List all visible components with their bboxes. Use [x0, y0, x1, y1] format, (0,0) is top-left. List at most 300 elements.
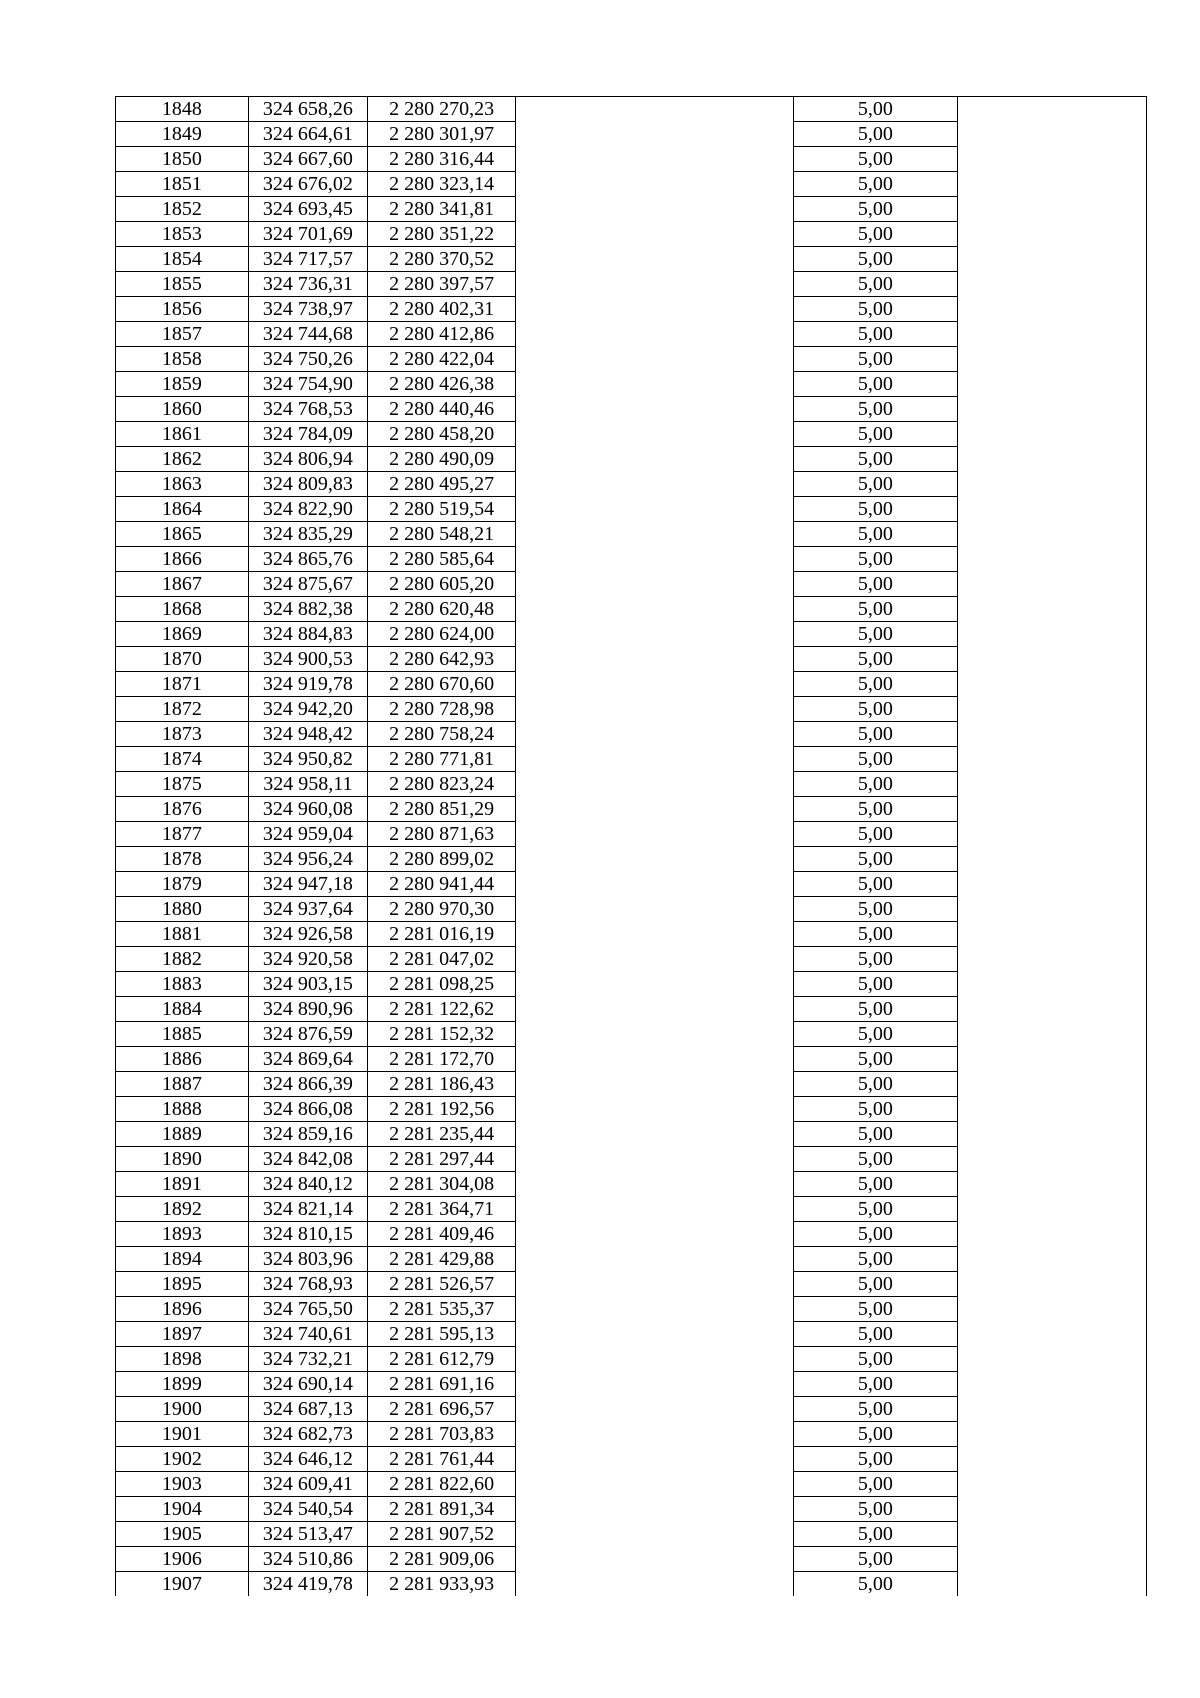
point-number-cell: 1888: [116, 1097, 249, 1122]
empty-cell: [516, 397, 794, 422]
point-number-cell: 1894: [116, 1247, 249, 1272]
distance-cell: 5,00: [794, 897, 958, 922]
empty-cell: [516, 1222, 794, 1247]
distance-cell: 5,00: [794, 122, 958, 147]
x-coordinate-cell: 324 768,53: [248, 397, 367, 422]
point-number-cell: 1886: [116, 1047, 249, 1072]
point-number-cell: 1859: [116, 372, 249, 397]
empty-cell: [957, 622, 1146, 647]
empty-cell: [516, 1047, 794, 1072]
distance-cell: 5,00: [794, 347, 958, 372]
y-coordinate-cell: 2 281 691,16: [368, 1372, 516, 1397]
point-number-cell: 1907: [161, 1573, 202, 1595]
x-coordinate-cell: 324 513,47: [248, 1522, 367, 1547]
x-coordinate-cell: 324 693,45: [248, 197, 367, 222]
point-number-cell: 1896: [116, 1297, 249, 1322]
empty-cell: [516, 947, 794, 972]
x-coordinate-cell: 324 667,60: [248, 147, 367, 172]
empty-cell: [516, 1397, 794, 1422]
table-row: [116, 947, 1147, 972]
table-row: [116, 1322, 1147, 1347]
empty-cell: [516, 1422, 794, 1447]
distance-cell: 5,00: [794, 922, 958, 947]
y-coordinate-cell: 2 281 235,44: [368, 1122, 516, 1147]
x-coordinate-cell: 324 717,57: [248, 247, 367, 272]
point-number-cell: 1852: [116, 197, 249, 222]
table-row: [116, 722, 1147, 747]
y-coordinate-cell: 2 280 642,93: [368, 647, 516, 672]
x-coordinate-cell: 324 744,68: [248, 322, 367, 347]
point-number-cell: 1895: [116, 1272, 249, 1297]
point-number-cell: 1892: [116, 1197, 249, 1222]
empty-cell: [957, 1447, 1146, 1472]
distance-cell: 5,00: [794, 947, 958, 972]
empty-cell: [516, 122, 794, 147]
table-row: [116, 1397, 1147, 1422]
point-number-cell: 1868: [116, 597, 249, 622]
table-row: [116, 422, 1147, 447]
distance-cell: 5,00: [794, 97, 958, 122]
point-number-cell: 1861: [116, 422, 249, 447]
table-row: [116, 1247, 1147, 1272]
empty-cell: [957, 822, 1146, 847]
empty-cell: [957, 247, 1146, 272]
x-coordinate-cell: 324 875,67: [248, 572, 367, 597]
distance-cell: 5,00: [794, 547, 958, 572]
y-coordinate-cell: 2 280 397,57: [368, 272, 516, 297]
empty-cell: [516, 1172, 794, 1197]
x-coordinate-cell: 324 919,78: [248, 672, 367, 697]
empty-cell: [516, 647, 794, 672]
table-row: [116, 247, 1147, 272]
point-number-cell: 1883: [116, 972, 249, 997]
distance-cell: 5,00: [794, 297, 958, 322]
y-coordinate-cell: 2 281 822,60: [368, 1472, 516, 1497]
distance-cell: 5,00: [794, 1347, 958, 1372]
empty-cell: [516, 1072, 794, 1097]
x-coordinate-cell: 324 809,83: [248, 472, 367, 497]
distance-cell: 5,00: [794, 672, 958, 697]
distance-cell: 5,00: [794, 247, 958, 272]
empty-cell: [957, 922, 1146, 947]
table-row: [116, 797, 1147, 822]
table-body: [116, 97, 1147, 1597]
distance-cell: 5,00: [794, 597, 958, 622]
x-coordinate-cell: 324 750,26: [248, 347, 367, 372]
table-row: [116, 222, 1147, 247]
empty-cell: [516, 97, 794, 122]
empty-cell: [516, 622, 794, 647]
y-coordinate-cell: 2 281 703,83: [368, 1422, 516, 1447]
point-number-cell: 1884: [116, 997, 249, 1022]
y-coordinate-cell: 2 280 941,44: [368, 872, 516, 897]
point-number-cell: 1871: [116, 672, 249, 697]
x-coordinate-cell: 324 866,08: [248, 1097, 367, 1122]
point-number-cell: 1855: [116, 272, 249, 297]
empty-cell: [516, 222, 794, 247]
x-coordinate-cell: 324 701,69: [248, 222, 367, 247]
distance-cell: 5,00: [794, 847, 958, 872]
empty-cell: [957, 1022, 1146, 1047]
point-number-cell: 1887: [116, 1072, 249, 1097]
distance-cell: 5,00: [794, 472, 958, 497]
x-coordinate-cell: 324 950,82: [248, 747, 367, 772]
x-coordinate-cell: 324 926,58: [248, 922, 367, 947]
point-number-cell: 1889: [116, 1122, 249, 1147]
y-coordinate-cell: 2 281 891,34: [368, 1497, 516, 1522]
distance-cell: 5,00: [794, 1147, 958, 1172]
x-coordinate-cell: 324 859,16: [248, 1122, 367, 1147]
empty-cell: [957, 1097, 1146, 1122]
point-number-cell: 1853: [116, 222, 249, 247]
distance-cell: 5,00: [794, 1397, 958, 1422]
empty-cell: [957, 1247, 1146, 1272]
empty-cell: [516, 272, 794, 297]
x-coordinate-cell: 324 960,08: [248, 797, 367, 822]
x-coordinate-cell: 324 942,20: [248, 697, 367, 722]
x-coordinate-cell: 324 658,26: [248, 97, 367, 122]
x-coordinate-cell: 324 765,50: [248, 1297, 367, 1322]
y-coordinate-cell: 2 280 402,31: [368, 297, 516, 322]
distance-cell: 5,00: [794, 1022, 958, 1047]
empty-cell: [516, 697, 794, 722]
table-row: [116, 647, 1147, 672]
point-number-cell: 1870: [116, 647, 249, 672]
y-coordinate-cell: 2 281 595,13: [368, 1322, 516, 1347]
point-number-cell: 1906: [116, 1547, 249, 1572]
empty-cell: [957, 972, 1146, 997]
empty-cell: [957, 722, 1146, 747]
distance-cell: 5,00: [794, 422, 958, 447]
empty-cell: [516, 1097, 794, 1122]
x-coordinate-cell: 324 609,41: [248, 1472, 367, 1497]
x-coordinate-cell: 324 948,42: [248, 722, 367, 747]
y-coordinate-cell: 2 281 907,52: [368, 1522, 516, 1547]
y-coordinate-cell: 2 280 624,00: [368, 622, 516, 647]
point-number-cell: 1897: [116, 1322, 249, 1347]
table-row: [116, 1547, 1147, 1572]
y-coordinate-cell: 2 280 323,14: [368, 172, 516, 197]
y-coordinate-cell: 2 280 771,81: [368, 747, 516, 772]
table-row: [116, 1522, 1147, 1547]
empty-cell: [516, 1022, 794, 1047]
distance-cell: 5,00: [794, 1297, 958, 1322]
x-coordinate-cell: 324 732,21: [248, 1347, 367, 1372]
empty-cell: [957, 497, 1146, 522]
distance-cell: 5,00: [794, 697, 958, 722]
x-coordinate-cell: 324 419,78: [248, 1572, 367, 1597]
empty-cell: [516, 522, 794, 547]
x-coordinate-cell: 324 738,97: [248, 297, 367, 322]
y-coordinate-cell: 2 280 823,24: [368, 772, 516, 797]
distance-cell: 5,00: [794, 1272, 958, 1297]
distance-cell: 5,00: [794, 872, 958, 897]
table-row: [116, 672, 1147, 697]
table-row: [116, 597, 1147, 622]
empty-cell: [516, 197, 794, 222]
y-coordinate-cell: 2 281 526,57: [368, 1272, 516, 1297]
table-row: [116, 472, 1147, 497]
empty-cell: [516, 322, 794, 347]
table-row: [116, 347, 1147, 372]
table-row: [116, 447, 1147, 472]
point-number-cell: 1865: [116, 522, 249, 547]
distance-cell: 5,00: [794, 822, 958, 847]
distance-cell: 5,00: [794, 622, 958, 647]
empty-cell: [516, 572, 794, 597]
empty-cell: [516, 297, 794, 322]
y-coordinate-cell: 2 281 409,46: [368, 1222, 516, 1247]
empty-cell: [957, 1497, 1146, 1522]
empty-cell: [516, 972, 794, 997]
y-coordinate-cell: 2 280 670,60: [368, 672, 516, 697]
x-coordinate-cell: 324 956,24: [248, 847, 367, 872]
x-coordinate-cell: 324 740,61: [248, 1322, 367, 1347]
empty-cell: [516, 1147, 794, 1172]
empty-cell: [957, 1472, 1146, 1497]
x-coordinate-cell: 324 884,83: [248, 622, 367, 647]
empty-cell: [957, 672, 1146, 697]
table-row: [116, 1022, 1147, 1047]
empty-cell: [957, 147, 1146, 172]
x-coordinate-cell: 324 840,12: [248, 1172, 367, 1197]
distance-cell: 5,00: [794, 1547, 958, 1572]
empty-cell: [957, 1272, 1146, 1297]
empty-cell: [516, 897, 794, 922]
x-coordinate-cell: 324 784,09: [248, 422, 367, 447]
table-row: [116, 572, 1147, 597]
x-coordinate-cell: 324 876,59: [248, 1022, 367, 1047]
empty-cell: [957, 422, 1146, 447]
table-row: [116, 122, 1147, 147]
x-coordinate-cell: 324 882,38: [248, 597, 367, 622]
empty-cell: [957, 1147, 1146, 1172]
x-coordinate-cell: 324 687,13: [248, 1397, 367, 1422]
empty-cell: [516, 1372, 794, 1397]
table-row: [116, 1447, 1147, 1472]
x-coordinate-cell: 324 835,29: [248, 522, 367, 547]
empty-cell: [957, 647, 1146, 672]
x-coordinate-cell: 324 903,15: [248, 972, 367, 997]
point-number-cell: 1898: [116, 1347, 249, 1372]
y-coordinate-cell: 2 281 304,08: [368, 1172, 516, 1197]
coordinates-table: [115, 96, 1147, 1596]
empty-cell: [516, 772, 794, 797]
empty-cell: [957, 947, 1146, 972]
y-coordinate-cell: 2 281 761,44: [368, 1447, 516, 1472]
y-coordinate-cell: 2 280 620,48: [368, 597, 516, 622]
y-coordinate-cell: 2 281 364,71: [368, 1197, 516, 1222]
x-coordinate-cell: 324 821,14: [248, 1197, 367, 1222]
empty-cell: [957, 572, 1146, 597]
point-number-cell: 1877: [116, 822, 249, 847]
y-coordinate-cell: 2 280 495,27: [368, 472, 516, 497]
distance-cell: 5,00: [794, 1447, 958, 1472]
table-row: [116, 147, 1147, 172]
x-coordinate-cell: 324 842,08: [248, 1147, 367, 1172]
table-row: [116, 522, 1147, 547]
point-number-cell: 1903: [116, 1472, 249, 1497]
distance-cell: 5,00: [794, 222, 958, 247]
x-coordinate-cell: 324 682,73: [248, 1422, 367, 1447]
y-coordinate-cell: 2 281 186,43: [368, 1072, 516, 1097]
distance-cell: 5,00: [794, 447, 958, 472]
table-row: [116, 1272, 1147, 1297]
empty-cell: [516, 872, 794, 897]
table-row: [116, 547, 1147, 572]
empty-cell: [516, 1272, 794, 1297]
empty-cell: [957, 97, 1146, 122]
y-coordinate-cell: 2 281 016,19: [368, 922, 516, 947]
x-coordinate-cell: 324 806,94: [248, 447, 367, 472]
x-coordinate-cell: 324 822,90: [248, 497, 367, 522]
empty-cell: [957, 1522, 1146, 1547]
point-number-cell: 1850: [116, 147, 249, 172]
y-coordinate-cell: 2 280 422,04: [368, 347, 516, 372]
x-coordinate-cell: 324 920,58: [248, 947, 367, 972]
table-row: [116, 1172, 1147, 1197]
empty-cell: [516, 1122, 794, 1147]
point-number-cell: 1867: [116, 572, 249, 597]
point-number-cell: 1863: [116, 472, 249, 497]
distance-cell: 5,00: [794, 1122, 958, 1147]
point-number-cell: 1885: [116, 1022, 249, 1047]
empty-cell: [957, 1397, 1146, 1422]
empty-cell: [957, 122, 1146, 147]
empty-cell: [957, 747, 1146, 772]
table-row: [116, 397, 1147, 422]
y-coordinate-cell: 2 280 758,24: [368, 722, 516, 747]
x-coordinate-cell: 324 803,96: [248, 1247, 367, 1272]
distance-cell: 5,00: [794, 1472, 958, 1497]
distance-cell: 5,00: [794, 1522, 958, 1547]
y-coordinate-cell: 2 281 612,79: [368, 1347, 516, 1372]
distance-cell: 5,00: [794, 172, 958, 197]
empty-cell: [516, 672, 794, 697]
empty-cell: [957, 372, 1146, 397]
y-coordinate-cell: 2 281 098,25: [368, 972, 516, 997]
distance-cell: 5,00: [794, 722, 958, 747]
x-coordinate-cell: 324 890,96: [248, 997, 367, 1022]
empty-cell: [516, 997, 794, 1022]
y-coordinate-cell: 2 280 970,30: [368, 897, 516, 922]
distance-cell: 5,00: [794, 1172, 958, 1197]
table-row: [116, 922, 1147, 947]
distance-cell: 5,00: [794, 1322, 958, 1347]
empty-cell: [516, 372, 794, 397]
point-number-cell: 1860: [116, 397, 249, 422]
x-coordinate-cell: 324 810,15: [248, 1222, 367, 1247]
table-row: [116, 622, 1147, 647]
table-row: [116, 872, 1147, 897]
distance-cell: 5,00: [794, 1247, 958, 1272]
empty-cell: [516, 1472, 794, 1497]
empty-cell: [957, 1222, 1146, 1247]
table-row: [116, 1047, 1147, 1072]
empty-cell: [957, 847, 1146, 872]
x-coordinate-cell: 324 540,54: [248, 1497, 367, 1522]
table-row: [116, 1222, 1147, 1247]
y-coordinate-cell: 2 280 585,64: [368, 547, 516, 572]
y-coordinate-cell: 2 280 301,97: [368, 122, 516, 147]
y-coordinate-cell: 2 281 122,62: [368, 997, 516, 1022]
empty-cell: [957, 397, 1146, 422]
table-row: [116, 972, 1147, 997]
empty-cell: [516, 247, 794, 272]
table-row: [116, 372, 1147, 397]
distance-cell: 5,00: [794, 1372, 958, 1397]
empty-cell: [957, 697, 1146, 722]
y-coordinate-cell: 2 281 535,37: [368, 1297, 516, 1322]
point-number-cell: 1848: [116, 97, 249, 122]
point-number-cell: 1857: [116, 322, 249, 347]
empty-cell: [957, 172, 1146, 197]
empty-cell: [957, 197, 1146, 222]
empty-cell: [516, 797, 794, 822]
point-number-cell: 1900: [116, 1397, 249, 1422]
x-coordinate-cell: 324 510,86: [248, 1547, 367, 1572]
empty-cell: [957, 872, 1146, 897]
table-row: [116, 1147, 1147, 1172]
table-row: [116, 1372, 1147, 1397]
distance-cell: 5,00: [794, 1222, 958, 1247]
x-coordinate-cell: 324 646,12: [248, 1447, 367, 1472]
table-row: [116, 697, 1147, 722]
table-row: [116, 1422, 1147, 1447]
empty-cell: [957, 772, 1146, 797]
table-row: [116, 747, 1147, 772]
table-row: [116, 822, 1147, 847]
distance-cell: 5,00: [794, 1047, 958, 1072]
point-number-cell: 1856: [116, 297, 249, 322]
empty-cell: [516, 1547, 794, 1572]
table-row: [116, 1297, 1147, 1322]
y-coordinate-cell: 2 280 426,38: [368, 372, 516, 397]
table-row: [116, 1097, 1147, 1122]
empty-cell: [957, 472, 1146, 497]
distance-cell: 5,00: [794, 997, 958, 1022]
empty-cell: [516, 922, 794, 947]
table-row: [116, 297, 1147, 322]
table-row: [116, 172, 1147, 197]
empty-cell: [957, 547, 1146, 572]
y-coordinate-cell: 2 280 412,86: [368, 322, 516, 347]
empty-cell: [957, 222, 1146, 247]
table-row: [116, 272, 1147, 297]
y-coordinate-cell: 2 280 316,44: [368, 147, 516, 172]
empty-cell: [957, 1297, 1146, 1322]
x-coordinate-cell: 324 869,64: [248, 1047, 367, 1072]
point-number-cell: 1905: [116, 1522, 249, 1547]
x-coordinate-cell: 324 865,76: [248, 547, 367, 572]
empty-cell: [957, 1072, 1146, 1097]
empty-cell: [516, 1347, 794, 1372]
empty-cell: [516, 1197, 794, 1222]
y-coordinate-cell: 2 281 297,44: [368, 1147, 516, 1172]
distance-cell: 5,00: [794, 147, 958, 172]
y-coordinate-cell: 2 280 899,02: [368, 847, 516, 872]
empty-cell: [516, 147, 794, 172]
empty-cell: [516, 347, 794, 372]
table-row: [116, 1497, 1147, 1522]
point-number-cell: 1849: [116, 122, 249, 147]
distance-cell: 5,00: [794, 397, 958, 422]
point-number-cell: 1901: [116, 1422, 249, 1447]
point-number-cell: 1904: [116, 1497, 249, 1522]
empty-cell: [516, 422, 794, 447]
empty-cell: [516, 172, 794, 197]
empty-cell: [957, 1422, 1146, 1447]
